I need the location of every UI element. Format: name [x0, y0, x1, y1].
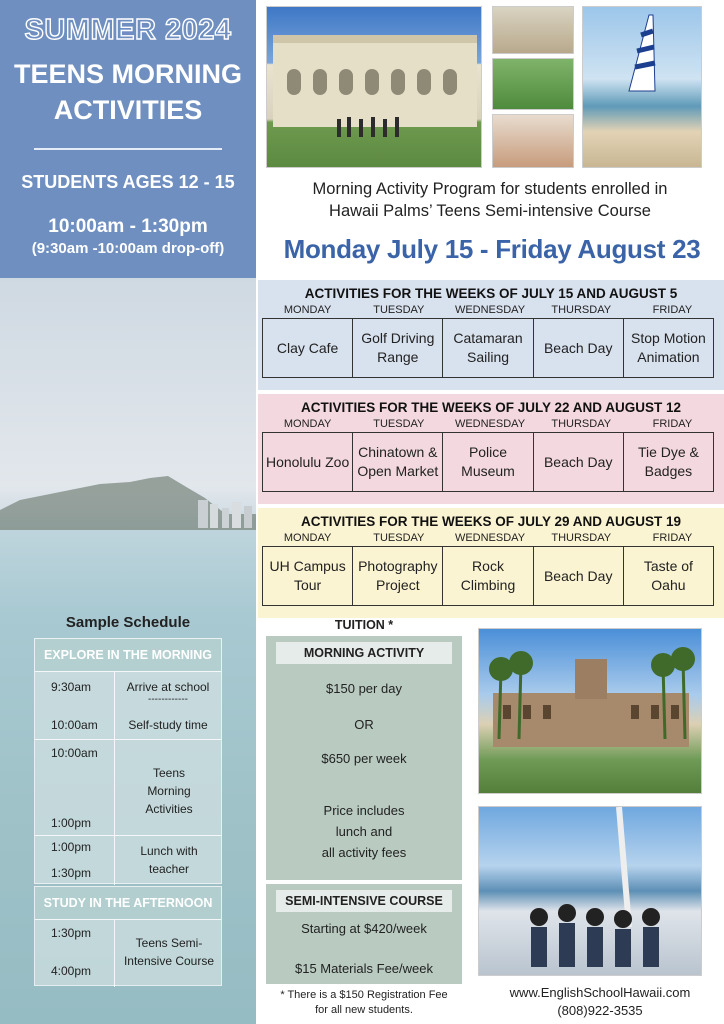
materials-fee: $15 Materials Fee/week: [294, 961, 433, 976]
header-panel: [0, 0, 256, 278]
schedule-time: 1:00pm: [51, 816, 92, 830]
week-title: ACTIVITIES FOR THE WEEKS OF JULY 15 AND AUGUST 5: [304, 286, 678, 301]
day-friday: FRIDAY: [652, 304, 693, 316]
catamaran-photo: [582, 6, 702, 168]
schedule-time: 1:30pm: [51, 926, 92, 940]
sailing-group-illustration: [479, 807, 702, 976]
day-tuesday: TUESDAY: [373, 304, 425, 316]
price-includes-2: lunch and: [335, 824, 393, 839]
activity-cell: Rock Climbing: [443, 547, 533, 605]
activity-row: [262, 432, 714, 492]
schedule-row: [35, 671, 221, 739]
semi-intensive-head: SEMI-INTENSIVE COURSE: [276, 890, 452, 912]
activity-cell: Taste of Oahu: [643, 558, 693, 593]
schedule-desc: Arrive at school: [126, 680, 210, 694]
semi-price: Starting at $420/week: [301, 921, 427, 936]
activity-cell: Beach Day: [534, 319, 624, 377]
registration-footnote: [264, 988, 464, 1018]
activity-cell: Clay Cafe: [263, 319, 353, 377]
day-names: [262, 532, 718, 544]
schedule-desc: Teens Morning Activities: [145, 766, 193, 816]
schedule-time: 1:00pm: [51, 840, 92, 854]
day-thursday: THURSDAY: [551, 304, 612, 316]
page-title: [0, 56, 256, 128]
day-wednesday: WEDNESDAY: [454, 418, 526, 430]
morning-activity-head: MORNING ACTIVITY: [276, 642, 452, 664]
footnote-line-2: for all new students.: [315, 1004, 413, 1016]
schedule-desc: Teens Semi-Intensive Course: [123, 936, 215, 968]
activity-cell: Police Museum: [443, 433, 533, 491]
price-per-day: $150 per day: [326, 681, 402, 696]
schedule-morning-head: EXPLORE IN THE MORNING: [35, 639, 221, 671]
palace-illustration: [479, 629, 702, 794]
schedule-afternoon-head: STUDY IN THE AFTERNOON: [35, 887, 221, 919]
morning-activity-box: [266, 636, 462, 880]
day-tuesday: TUESDAY: [373, 418, 425, 430]
day-wednesday: WEDNESDAY: [454, 304, 526, 316]
day-names: [262, 304, 718, 316]
day-friday: FRIDAY: [652, 418, 693, 430]
week-table-3: [258, 508, 724, 618]
schedule-time: 9:30am: [51, 680, 92, 694]
website-link[interactable]: www.EnglishSchoolHawaii.com: [509, 985, 691, 1000]
price-includes-3: all activity fees: [321, 845, 407, 860]
school-building-photo: [266, 6, 482, 168]
semi-intensive-box: [266, 884, 462, 984]
sailing-group-photo: [478, 806, 702, 976]
activity-row: [262, 546, 714, 606]
day-wednesday: WEDNESDAY: [454, 532, 526, 544]
week-title: ACTIVITIES FOR THE WEEKS OF JULY 22 AND AUGUST 12: [300, 400, 682, 415]
schedule-row: [35, 919, 221, 987]
schedule-dash: ------------: [148, 694, 188, 705]
schedule-row: [35, 739, 221, 835]
day-thursday: THURSDAY: [551, 418, 612, 430]
title-line-2: ACTIVITIES: [53, 95, 203, 125]
schedule-time: 10:00am: [51, 718, 98, 732]
dropoff-text: (9:30am -10:00am drop-off): [31, 240, 225, 257]
program-description: [260, 178, 720, 222]
day-monday: MONDAY: [283, 418, 332, 430]
week-table-1: [258, 280, 724, 390]
program-line-2: Hawaii Palms’ Teens Semi-intensive Course: [329, 202, 651, 220]
day-names: [262, 418, 718, 430]
classroom-photo: [492, 6, 574, 54]
activity-cell: Golf Driving Range: [353, 319, 443, 377]
price-includes-1: Price includes: [323, 803, 405, 818]
hours-text: 10:00am - 1:30pm: [48, 216, 208, 237]
day-tuesday: TUESDAY: [373, 532, 425, 544]
activity-cell: Photography Project: [353, 547, 443, 605]
day-monday: MONDAY: [283, 304, 332, 316]
sample-schedule-title: Sample Schedule: [65, 614, 191, 631]
phone-number: (808)922-3535: [557, 1003, 643, 1018]
group-photo: [492, 114, 574, 168]
week-table-2: [258, 394, 724, 504]
schedule-row: [35, 835, 221, 885]
schedule-time: 10:00am: [51, 746, 98, 760]
activity-cell: Tie Dye & Badges: [637, 444, 699, 479]
contact-info: [488, 984, 712, 1020]
week-title: ACTIVITIES FOR THE WEEKS OF JULY 29 AND AUGUST 19: [300, 514, 682, 529]
park-photo: [492, 58, 574, 110]
summer-heading: SUMMER 2024: [24, 14, 232, 46]
price-or: OR: [354, 717, 374, 732]
program-line-1: Morning Activity Program for students enrolled in: [312, 180, 668, 198]
day-friday: FRIDAY: [652, 532, 693, 544]
sail-illustration: [583, 7, 702, 168]
activity-cell: Catamaran Sailing: [443, 319, 533, 377]
ages-text: STUDENTS AGES 12 - 15: [21, 172, 235, 192]
schedule-time: 1:30pm: [51, 866, 92, 880]
divider: [34, 148, 222, 150]
activity-row: [262, 318, 714, 378]
palace-photo: [478, 628, 702, 794]
schedule-afternoon-table: [34, 886, 222, 986]
schedule-morning-table: [34, 638, 222, 884]
program-dates: Monday July 15 - Friday August 23: [283, 234, 701, 264]
activity-cell: Beach Day: [534, 547, 624, 605]
activity-cell: Honolulu Zoo: [263, 433, 353, 491]
schedule-desc: Lunch with teacher: [140, 844, 198, 876]
footnote-line-1: * There is a $150 Registration Fee: [280, 989, 448, 1001]
schedule-time: 4:00pm: [51, 964, 92, 978]
price-per-week: $650 per week: [321, 751, 407, 766]
tuition-label: TUITION *: [334, 618, 394, 632]
day-thursday: THURSDAY: [551, 532, 612, 544]
activity-cell: Chinatown & Open Market: [353, 433, 443, 491]
activity-cell: Beach Day: [534, 433, 624, 491]
activity-cell: Stop Motion Animation: [631, 330, 706, 365]
school-building-illustration: [267, 7, 482, 168]
activity-cell: UH Campus Tour: [263, 547, 353, 605]
day-monday: MONDAY: [283, 532, 332, 544]
schedule-desc: Self-study time: [128, 718, 208, 732]
title-line-1: TEENS MORNING: [13, 59, 242, 89]
